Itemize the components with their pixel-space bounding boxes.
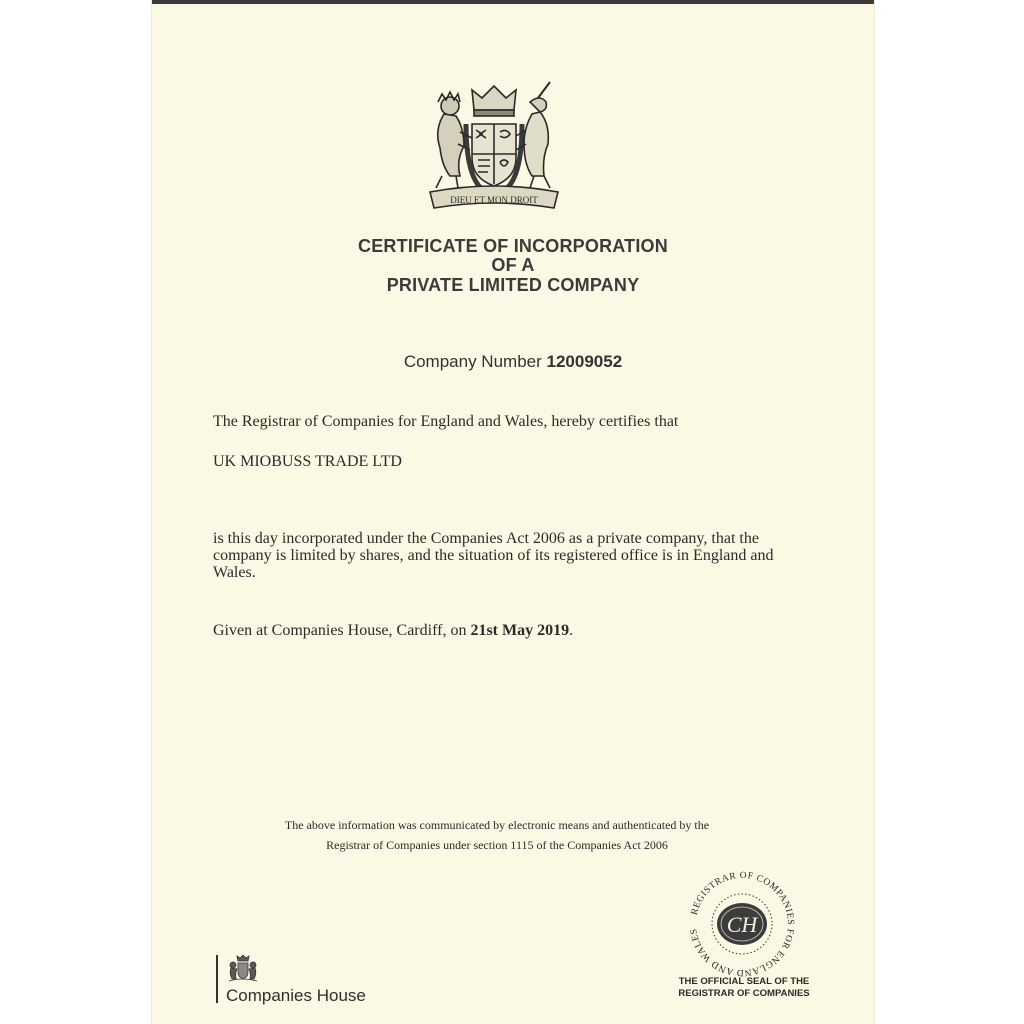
companies-house-logo: [216, 955, 386, 1005]
given-at-statement: [213, 622, 813, 639]
date-suffix: .: [569, 622, 574, 639]
seal-monogram: CH: [726, 912, 758, 937]
seal-ring-text: REGISTRAR OF COMPANIES FOR ENGLAND AND WALES: [689, 870, 796, 978]
company-number-label: Company Number: [403, 352, 542, 371]
incorporation-statement: is this day incorporated under the Companies Act 2006 as a private company, that the company is limited by shares, and the situation of its registered office is in England and Wales.: [213, 530, 774, 581]
certificate-page: [152, 0, 874, 1024]
footer-note-line1: The above information was communicated by electronic means and authenticated by the: [284, 818, 710, 832]
registrar-statement: The Registrar of Companies for England and Wales, hereby certifies that: [213, 413, 679, 430]
company-number-line: [152, 352, 874, 372]
registrar-seal-icon: [684, 866, 800, 982]
royal-coat-of-arms-icon: [420, 80, 568, 214]
companies-house-wordmark: Companies House: [226, 986, 366, 1005]
seal-caption: [674, 976, 814, 1000]
seal-caption-line1: THE OFFICIAL SEAL OF THE: [678, 976, 810, 987]
certificate-title-line1: CERTIFICATE OF INCORPORATION: [358, 236, 668, 256]
certificate-title-line3: PRIVATE LIMITED COMPANY: [386, 275, 640, 295]
given-at-text: Given at Companies House, Cardiff, on: [213, 622, 467, 639]
logo-divider: [216, 955, 218, 1003]
crest-motto: DIEU ET MON DROIT: [450, 195, 538, 205]
companies-house-crest-icon: [226, 955, 260, 983]
seal-caption-line2: REGISTRAR OF COMPANIES: [678, 988, 810, 999]
certificate-title-line2: OF A: [491, 255, 535, 275]
company-name: UK MIOBUSS TRADE LTD: [213, 453, 402, 470]
incorporation-date: 21st May 2019: [470, 622, 570, 639]
footer-note-line2: Registrar of Companies under section 1115 of the Companies Act 2006: [326, 838, 668, 852]
page-edge: [152, 0, 874, 4]
company-number-value: 12009052: [546, 352, 623, 371]
